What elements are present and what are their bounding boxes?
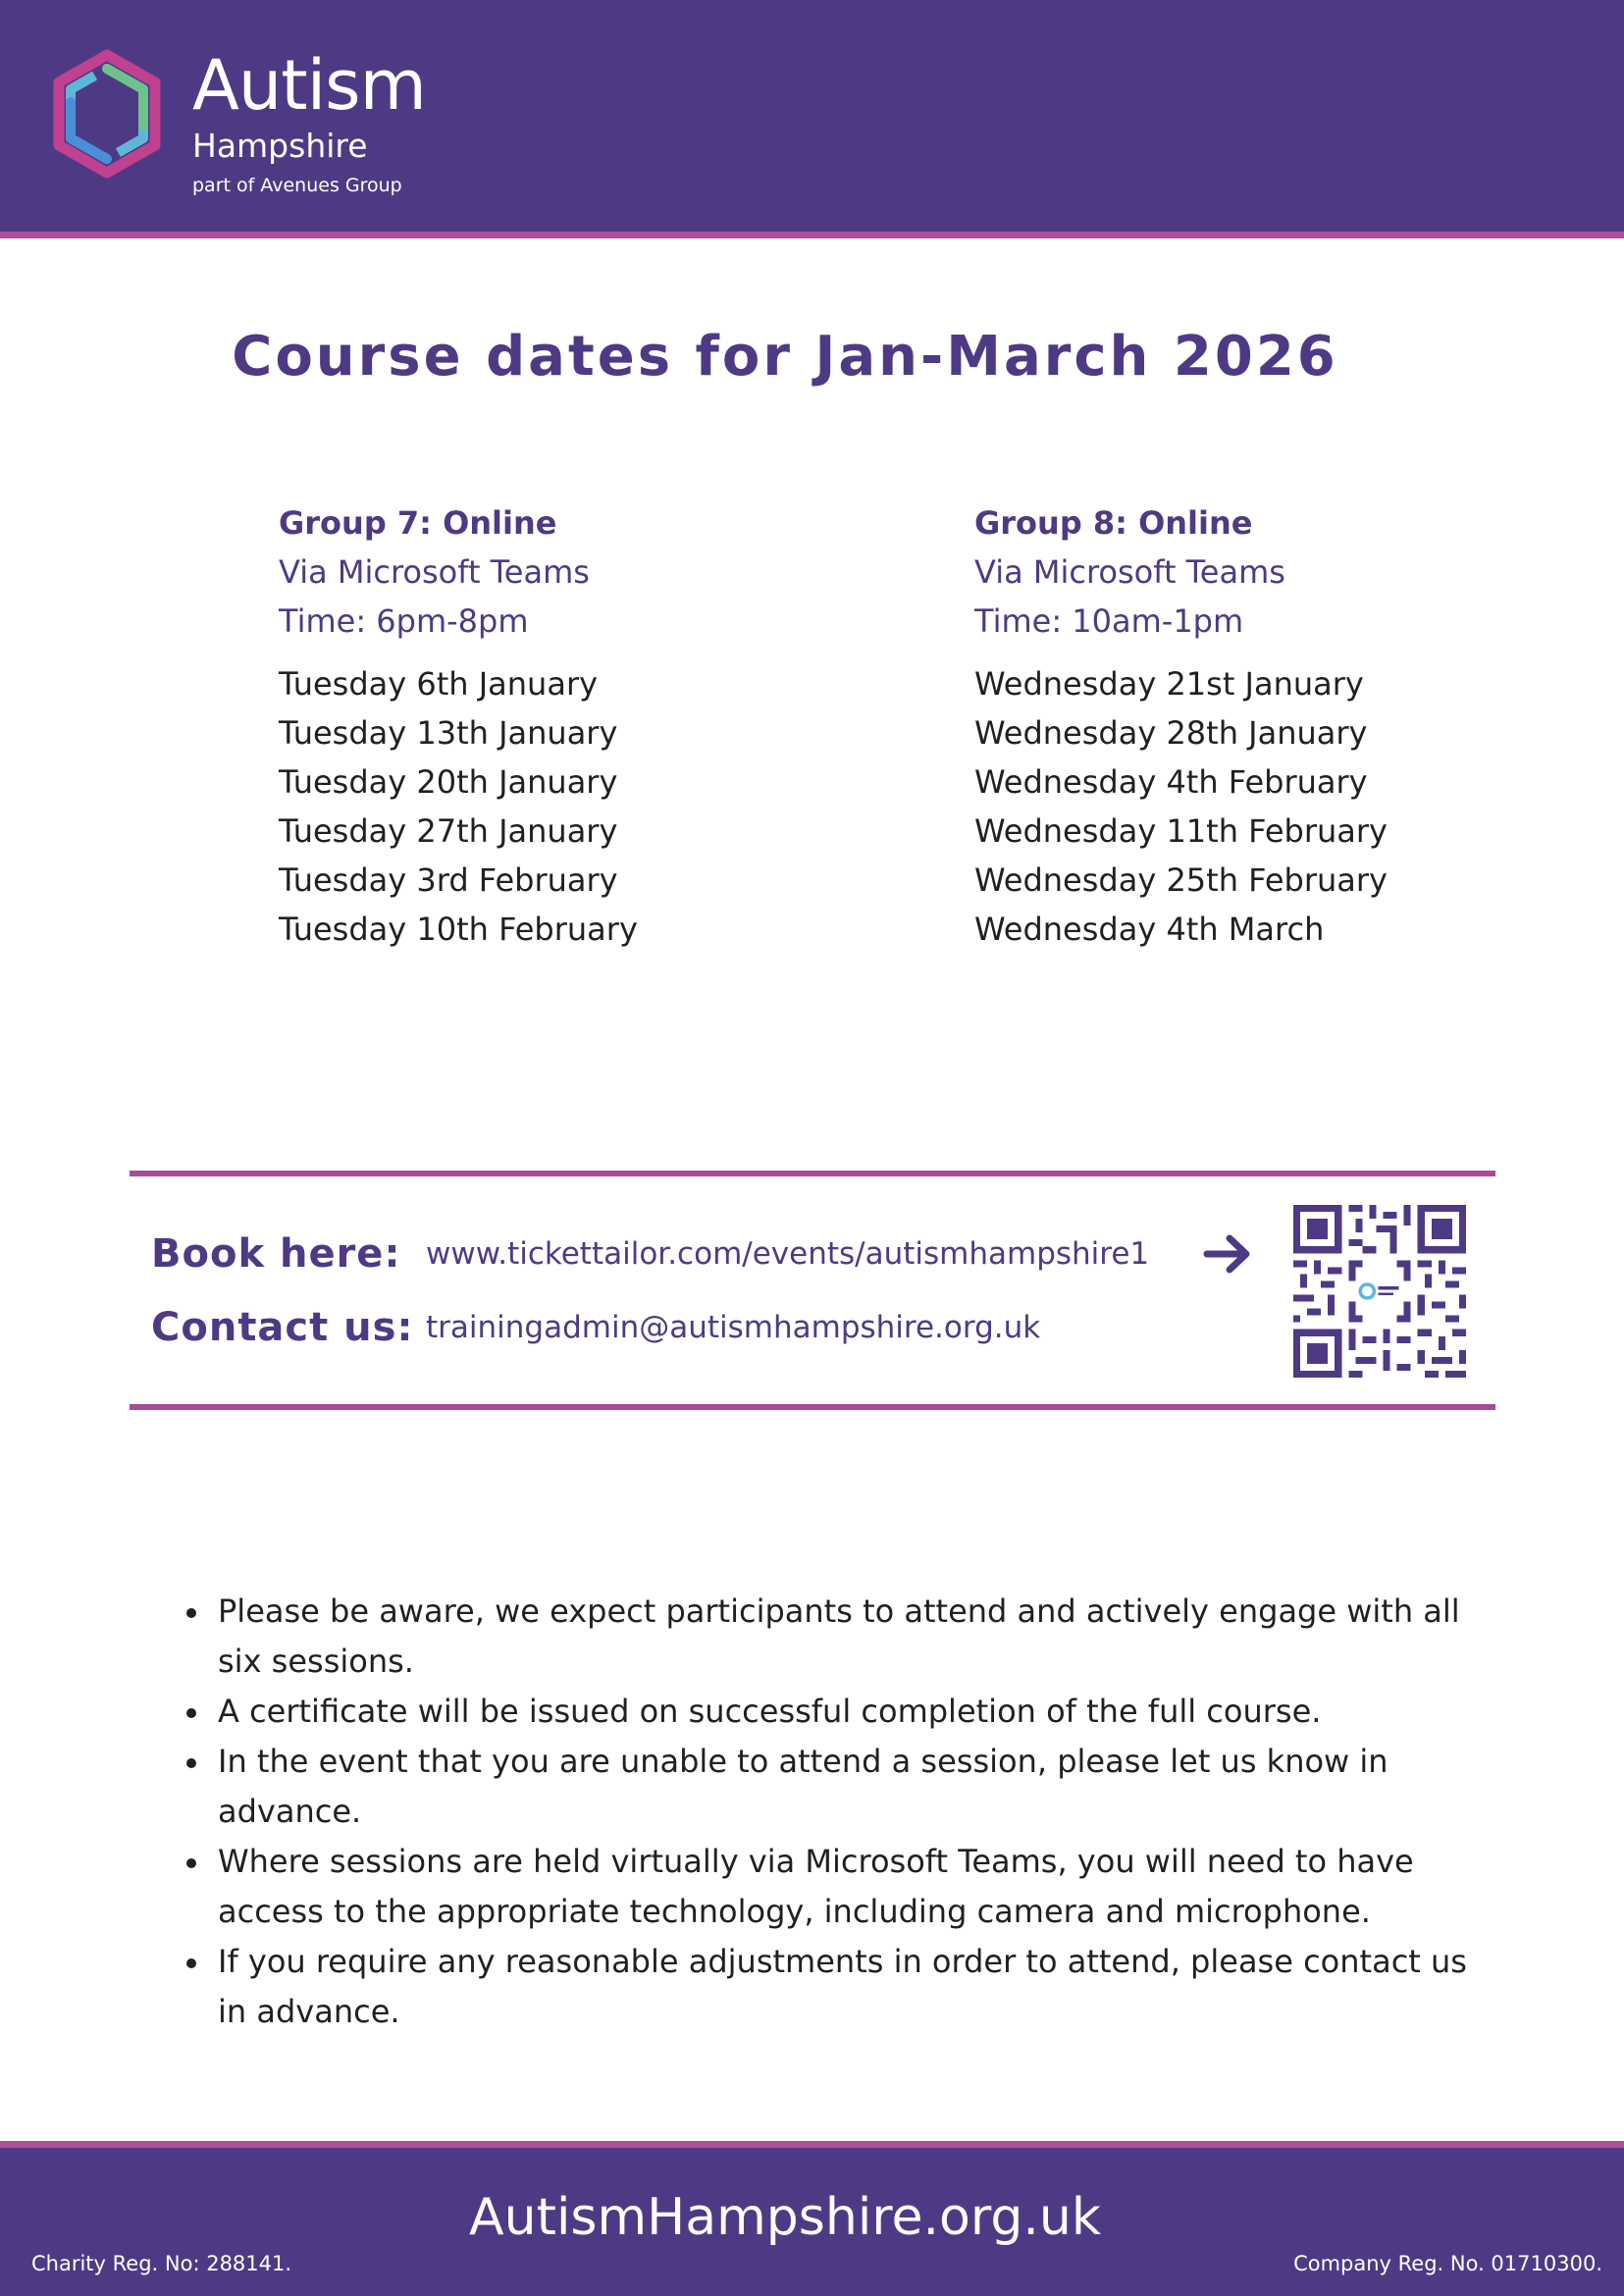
group-8-schedule bbox=[974, 503, 1524, 959]
date-item: Wednesday 21st January bbox=[974, 665, 1364, 703]
date-item: Tuesday 10th February bbox=[279, 911, 638, 948]
group-7-schedule bbox=[279, 503, 828, 959]
booking-link[interactable]: www.tickettailor.com/events/autismhampshire1 bbox=[426, 1236, 1150, 1272]
header-accent-line bbox=[0, 232, 1624, 238]
course-notes-list bbox=[186, 1587, 1501, 2037]
note-item: Where sessions are held virtually via Microsoft Teams, you will need to have access to the appropriate technology, including camera and microphone. bbox=[186, 1837, 1501, 1937]
note-item: In the event that you are unable to attend a session, please let us know in advance. bbox=[186, 1737, 1501, 1837]
group-dates-list bbox=[279, 664, 828, 959]
date-item: Wednesday 25th February bbox=[974, 861, 1388, 899]
group-name: Group 8: Online bbox=[974, 504, 1253, 542]
booking-top-divider bbox=[130, 1171, 1495, 1176]
date-item: Tuesday 6th January bbox=[279, 665, 599, 703]
date-item: Tuesday 27th January bbox=[279, 812, 618, 850]
website-link[interactable]: AutismHampshire.org.uk bbox=[469, 2188, 1101, 2247]
footer-accent-line bbox=[0, 2141, 1624, 2148]
group-via: Via Microsoft Teams bbox=[279, 553, 590, 591]
group-via: Via Microsoft Teams bbox=[974, 553, 1285, 591]
brand-part-of: part of Avenues Group bbox=[192, 175, 402, 196]
charity-reg-number: Charity Reg. No: 288141. bbox=[31, 2252, 292, 2275]
qr-code-icon[interactable] bbox=[1293, 1205, 1466, 1378]
group-dates-list bbox=[974, 664, 1524, 959]
arrow-right-icon bbox=[1203, 1232, 1254, 1276]
contact-us-label: Contact us: bbox=[151, 1305, 414, 1350]
group-time: Time: 10am-1pm bbox=[974, 602, 1244, 640]
date-item: Tuesday 13th January bbox=[279, 714, 618, 752]
date-item: Wednesday 4th March bbox=[974, 911, 1325, 948]
company-reg-number: Company Reg. No. 01710300. bbox=[1293, 2252, 1602, 2275]
date-item: Tuesday 3rd February bbox=[279, 861, 618, 899]
group-name: Group 7: Online bbox=[279, 504, 557, 542]
page-title: Course dates for Jan-March 2026 bbox=[232, 325, 1338, 389]
note-item: If you require any reasonable adjustments in order to attend, please contact us in advance. bbox=[186, 1937, 1501, 2037]
book-here-label: Book here: bbox=[151, 1231, 401, 1277]
note-item: Please be aware, we expect participants to attend and actively engage with all six sessions. bbox=[186, 1587, 1501, 1687]
contact-email-link[interactable]: trainingadmin@autismhampshire.org.uk bbox=[426, 1310, 1041, 1345]
group-time: Time: 6pm-8pm bbox=[279, 602, 529, 640]
brand-subtitle: Hampshire bbox=[192, 127, 368, 165]
note-item: A certificate will be issued on successful completion of the full course. bbox=[186, 1687, 1501, 1737]
date-item: Tuesday 20th January bbox=[279, 763, 618, 801]
brand-name: Autism bbox=[192, 45, 426, 126]
booking-bottom-divider bbox=[130, 1404, 1495, 1410]
date-item: Wednesday 4th February bbox=[974, 763, 1368, 801]
date-item: Wednesday 28th January bbox=[974, 714, 1368, 752]
date-item: Wednesday 11th February bbox=[974, 812, 1388, 850]
autism-hampshire-logo-icon bbox=[45, 47, 169, 181]
